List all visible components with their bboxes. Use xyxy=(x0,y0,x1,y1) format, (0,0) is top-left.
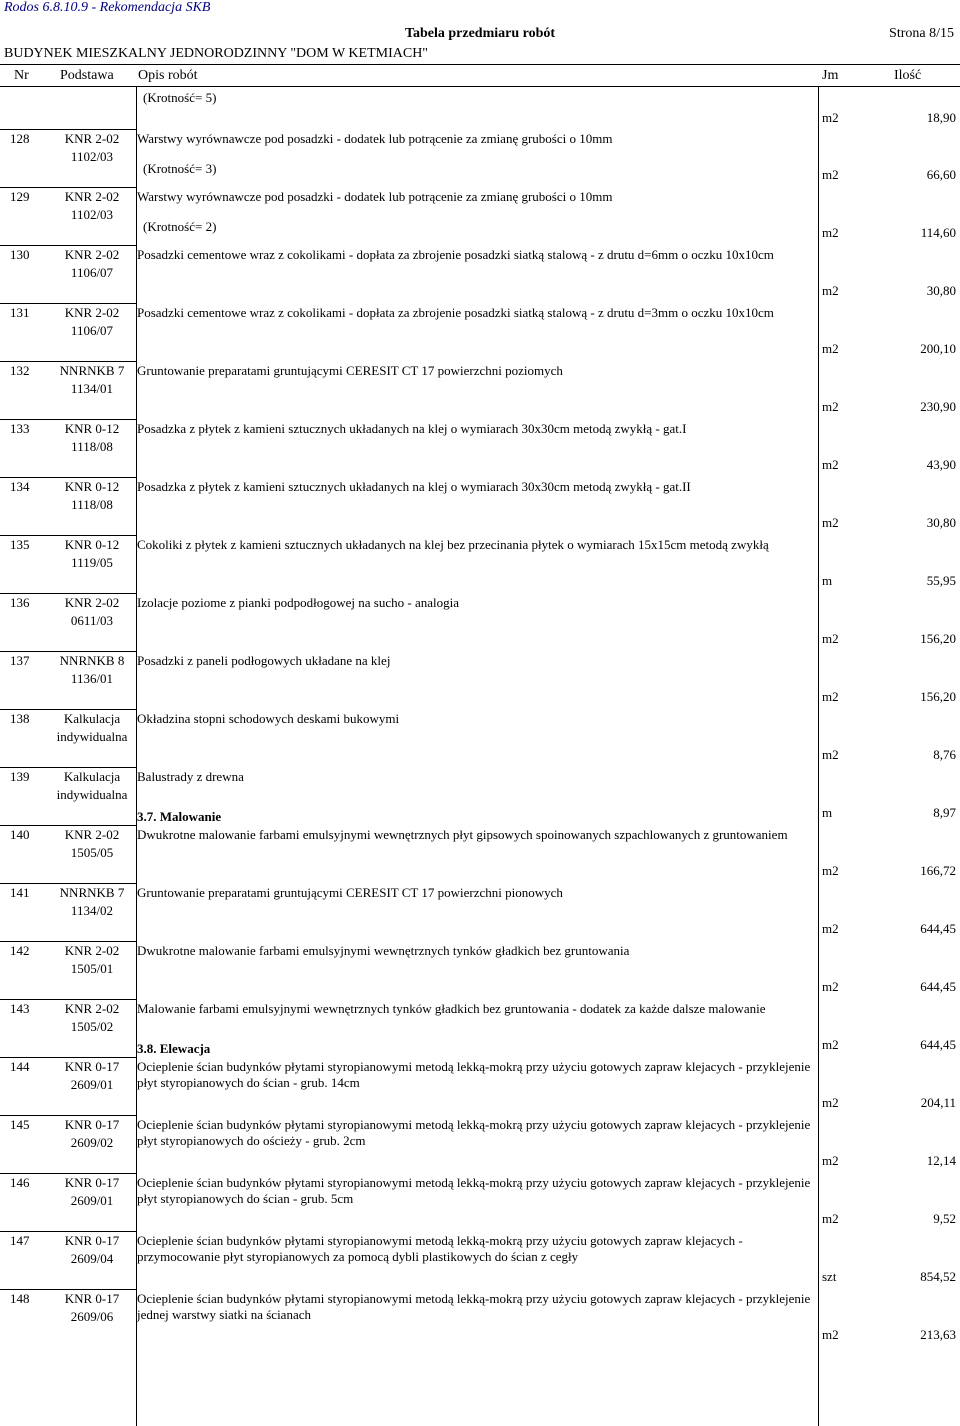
item-description: Gruntowanie preparatami gruntującymi CERESIT CT 17 powierzchni poziomych xyxy=(137,363,563,378)
item-base-code: KNR 2-02 xyxy=(64,131,120,146)
item-description: Posadzki z paneli podłogowych układane na klej xyxy=(137,653,391,668)
item-quantity: 9,52 xyxy=(933,1211,956,1226)
item-base-code: KNR 0-17 xyxy=(64,1291,120,1306)
item-base-code: KNR 0-17 xyxy=(64,1233,120,1248)
section-heading: 3.8. Elewacja xyxy=(137,1041,211,1056)
item-quantity: 8,76 xyxy=(933,747,956,762)
item-number: 131 xyxy=(10,305,30,320)
row-divider xyxy=(0,361,136,362)
item-unit: m2 xyxy=(822,921,839,936)
item-base-ref: 2609/06 xyxy=(70,1309,114,1324)
item-number: 138 xyxy=(10,711,30,726)
page-number: Strona 8/15 xyxy=(889,26,954,41)
item-base-ref: 1134/01 xyxy=(70,381,114,396)
item-description: Posadzka z płytek z kamieni sztucznych układanych na klej o wymiarach 30x30cm metodą zwykłą - gat.I xyxy=(137,421,687,436)
item-unit: m2 xyxy=(822,689,839,704)
item-quantity: 166,72 xyxy=(920,863,956,878)
item-unit: m2 xyxy=(822,283,839,298)
item-quantity: 8,97 xyxy=(933,805,956,820)
item-base-code: NNRNKB 7 xyxy=(59,363,125,378)
item-base-ref: 1106/07 xyxy=(70,323,114,338)
column-header-base: Podstawa xyxy=(60,68,114,83)
project-name: BUDYNEK MIESZKALNY JEDNORODZINNY "DOM W KETMIACH" xyxy=(4,46,429,61)
item-description: Dwukrotne malowanie farbami emulsyjnymi wewnętrznych płyt gipsowych spoinowanych szpachlowanych z gruntowaniem xyxy=(137,827,788,842)
item-description: Ocieplenie ścian budynków płytami styropianowymi metodą lekką-mokrą przy użyciu gotowych zapraw klejacych - przymocowanie płyt styropianowych za pomocą dybli plastikowych do ścian z cegły xyxy=(137,1233,743,1264)
item-number: 132 xyxy=(10,363,30,378)
item-unit: m2 xyxy=(822,1095,839,1110)
item-number: 134 xyxy=(10,479,30,494)
item-number: 133 xyxy=(10,421,30,436)
row-divider xyxy=(0,709,136,710)
item-base-code: KNR 2-02 xyxy=(64,827,120,842)
item-number: 144 xyxy=(10,1059,30,1074)
row-divider xyxy=(0,187,136,188)
item-quantity: 30,80 xyxy=(926,283,956,298)
item-base-ref: 2609/01 xyxy=(70,1193,114,1208)
column-header-qty: Ilość xyxy=(894,68,922,83)
item-base-ref: 0611/03 xyxy=(70,613,114,628)
item-number: 141 xyxy=(10,885,30,900)
item-base-code: KNR 0-17 xyxy=(64,1175,120,1190)
item-quantity: 644,45 xyxy=(920,1037,956,1052)
item-base-code: KNR 0-12 xyxy=(64,537,120,552)
item-description: Ocieplenie ścian budynków płytami styropianowymi metodą lekką-mokrą przy użyciu gotowych zapraw klejacych - przyklejenie jednej warstwy siatki na ścianach xyxy=(137,1291,811,1322)
item-unit: m2 xyxy=(822,457,839,472)
item-base-ref: 1134/02 xyxy=(70,903,114,918)
item-number: 135 xyxy=(10,537,30,552)
item-description: Ocieplenie ścian budynków płytami styropianowymi metodą lekką-mokrą przy użyciu gotowych zapraw klejacych - przyklejenie płyt styropianowych do ościeży - grub. 2cm xyxy=(137,1117,811,1148)
item-number: 129 xyxy=(10,189,30,204)
item-number: 139 xyxy=(10,769,30,784)
item-unit: m2 xyxy=(822,1037,839,1052)
item-base-ref: 1136/01 xyxy=(70,671,114,686)
row-divider xyxy=(0,1173,136,1174)
item-base-ref: 1505/05 xyxy=(70,845,114,860)
item-unit: m2 xyxy=(822,631,839,646)
item-number: 146 xyxy=(10,1175,30,1190)
item-unit: m2 xyxy=(822,1153,839,1168)
item-number: 147 xyxy=(10,1233,30,1248)
unit: m2 xyxy=(822,110,839,125)
item-description: Posadzki cementowe wraz z cokolikami - dopłata za zbrojenie posadzki siatką stalową - z drutu d=3mm o oczku 10x10cm xyxy=(137,305,774,320)
multiplicity-note: (Krotność= 2) xyxy=(143,219,217,234)
document-title: Tabela przedmiaru robót xyxy=(404,26,556,41)
multiplicity-note: (Krotność= 3) xyxy=(143,161,217,176)
item-quantity: 200,10 xyxy=(920,341,956,356)
row-divider xyxy=(0,129,136,130)
item-base-ref: 1102/03 xyxy=(70,207,114,222)
item-quantity: 644,45 xyxy=(920,921,956,936)
item-number: 143 xyxy=(10,1001,30,1016)
item-unit: szt xyxy=(822,1269,837,1284)
row-divider xyxy=(0,999,136,1000)
item-base-code: KNR 2-02 xyxy=(64,189,120,204)
item-description: Warstwy wyrównawcze pod posadzki - dodatek lub potrącenie za zmianę grubości o 10mm xyxy=(137,189,613,204)
item-quantity: 230,90 xyxy=(920,399,956,414)
item-base-code: Kalkulacja xyxy=(63,769,121,784)
item-quantity: 156,20 xyxy=(920,631,956,646)
item-description: Okładzina stopni schodowych deskami bukowymi xyxy=(137,711,400,726)
item-description: Dwukrotne malowanie farbami emulsyjnymi wewnętrznych tynków gładkich bez gruntowania xyxy=(137,943,630,958)
item-description: Izolacje poziome z pianki podpodłogowej na sucho - analogia xyxy=(137,595,460,610)
item-unit: m2 xyxy=(822,167,839,182)
item-base-code: KNR 0-17 xyxy=(64,1117,120,1132)
item-description: Malowanie farbami emulsyjnymi wewnętrznych tynków gładkich bez gruntowania - dodatek za każde dalsze malowanie xyxy=(137,1001,766,1016)
header-top-rule xyxy=(0,64,960,65)
item-unit: m2 xyxy=(822,1211,839,1226)
item-quantity: 644,45 xyxy=(920,979,956,994)
column-header-jm: Jm xyxy=(822,68,839,83)
item-description: Ocieplenie ścian budynków płytami styropianowymi metodą lekką-mokrą przy użyciu gotowych zapraw klejacych - przyklejenie płyt styropianowych do ścian - grub. 5cm xyxy=(137,1175,811,1206)
item-quantity: 204,11 xyxy=(920,1095,956,1110)
row-divider xyxy=(0,535,136,536)
item-quantity: 213,63 xyxy=(920,1327,956,1342)
column-header-desc: Opis robót xyxy=(138,68,198,83)
row-divider xyxy=(0,477,136,478)
row-divider xyxy=(0,1231,136,1232)
item-base-ref: 1119/05 xyxy=(71,555,113,570)
item-description: Gruntowanie preparatami gruntującymi CERESIT CT 17 powierzchni pionowych xyxy=(137,885,563,900)
item-number: 130 xyxy=(10,247,30,262)
item-number: 140 xyxy=(10,827,30,842)
item-unit: m2 xyxy=(822,515,839,530)
row-divider xyxy=(0,419,136,420)
item-description: Cokoliki z płytek z kamieni sztucznych układanych na klej bez przecinania płytek o wymiarach 15x15cm metodą zwykłą xyxy=(137,537,769,552)
item-base-ref: 1106/07 xyxy=(70,265,114,280)
row-divider xyxy=(0,303,136,304)
item-base-ref: indywidualna xyxy=(56,729,128,744)
item-base-ref: 1505/02 xyxy=(70,1019,114,1034)
item-number: 142 xyxy=(10,943,30,958)
item-base-ref: 2609/04 xyxy=(70,1251,114,1266)
item-quantity: 30,80 xyxy=(926,515,956,530)
item-base-code: KNR 2-02 xyxy=(64,1001,120,1016)
quantity: 18,90 xyxy=(926,110,956,125)
item-base-code: KNR 0-17 xyxy=(64,1059,120,1074)
item-quantity: 55,95 xyxy=(926,573,956,588)
row-divider xyxy=(0,767,136,768)
column-header-nr: Nr xyxy=(14,68,29,83)
item-description: Balustrady z drewna xyxy=(137,769,244,784)
row-divider xyxy=(0,245,136,246)
item-description: Posadzki cementowe wraz z cokolikami - dopłata za zbrojenie posadzki siatką stalową - z drutu d=6mm o oczku 10x10cm xyxy=(137,247,774,262)
item-base-code: Kalkulacja xyxy=(63,711,121,726)
item-number: 145 xyxy=(10,1117,30,1132)
row-divider xyxy=(0,941,136,942)
item-base-code: NNRNKB 8 xyxy=(59,653,125,668)
item-quantity: 43,90 xyxy=(926,457,956,472)
item-unit: m2 xyxy=(822,225,839,240)
item-base-ref: 2609/02 xyxy=(70,1135,114,1150)
item-description: Ocieplenie ścian budynków płytami styropianowymi metodą lekką-mokrą przy użyciu gotowych zapraw klejacych - przyklejenie płyt styropianowych do ścian - grub. 14cm xyxy=(137,1059,811,1090)
header-bottom-rule xyxy=(0,86,960,87)
item-unit: m2 xyxy=(822,1327,839,1342)
item-quantity: 854,52 xyxy=(920,1269,956,1284)
item-base-ref: 1118/08 xyxy=(71,439,113,454)
item-base-code: NNRNKB 7 xyxy=(59,885,125,900)
row-divider xyxy=(0,593,136,594)
item-number: 128 xyxy=(10,131,30,146)
item-quantity: 12,14 xyxy=(926,1153,956,1168)
item-description: Posadzka z płytek z kamieni sztucznych układanych na klej o wymiarach 30x30cm metodą zwykłą - gat.II xyxy=(137,479,691,494)
item-unit: m2 xyxy=(822,747,839,762)
multiplicity-note: (Krotność= 5) xyxy=(143,90,217,105)
column-divider-qty xyxy=(818,86,819,1426)
item-number: 148 xyxy=(10,1291,30,1306)
row-divider xyxy=(0,1289,136,1290)
item-unit: m2 xyxy=(822,341,839,356)
item-base-ref: 1505/01 xyxy=(70,961,114,976)
item-base-ref: 1102/03 xyxy=(70,149,114,164)
item-base-code: KNR 2-02 xyxy=(64,305,120,320)
row-divider xyxy=(0,1057,136,1058)
item-quantity: 156,20 xyxy=(920,689,956,704)
item-base-code: KNR 2-02 xyxy=(64,595,120,610)
section-heading: 3.7. Malowanie xyxy=(137,809,222,824)
item-number: 137 xyxy=(10,653,30,668)
row-divider xyxy=(0,1115,136,1116)
item-quantity: 114,60 xyxy=(920,225,956,240)
item-base-code: KNR 2-02 xyxy=(64,943,120,958)
item-base-code: KNR 0-12 xyxy=(64,421,120,436)
item-unit: m2 xyxy=(822,399,839,414)
item-unit: m xyxy=(822,805,833,820)
item-base-ref: 1118/08 xyxy=(71,497,113,512)
row-divider xyxy=(0,651,136,652)
item-description: Warstwy wyrównawcze pod posadzki - dodatek lub potrącenie za zmianę grubości o 10mm xyxy=(137,131,613,146)
row-divider xyxy=(0,825,136,826)
item-quantity: 66,60 xyxy=(926,167,956,182)
app-name: Rodos 6.8.10.9 - Rekomendacja SKB xyxy=(4,0,211,15)
item-unit: m xyxy=(822,573,833,588)
item-base-ref: 2609/01 xyxy=(70,1077,114,1092)
column-divider-desc xyxy=(136,86,137,1426)
item-base-code: KNR 2-02 xyxy=(64,247,120,262)
item-unit: m2 xyxy=(822,863,839,878)
item-base-ref: indywidualna xyxy=(56,787,128,802)
item-base-code: KNR 0-12 xyxy=(64,479,120,494)
item-number: 136 xyxy=(10,595,30,610)
row-divider xyxy=(0,883,136,884)
item-unit: m2 xyxy=(822,979,839,994)
